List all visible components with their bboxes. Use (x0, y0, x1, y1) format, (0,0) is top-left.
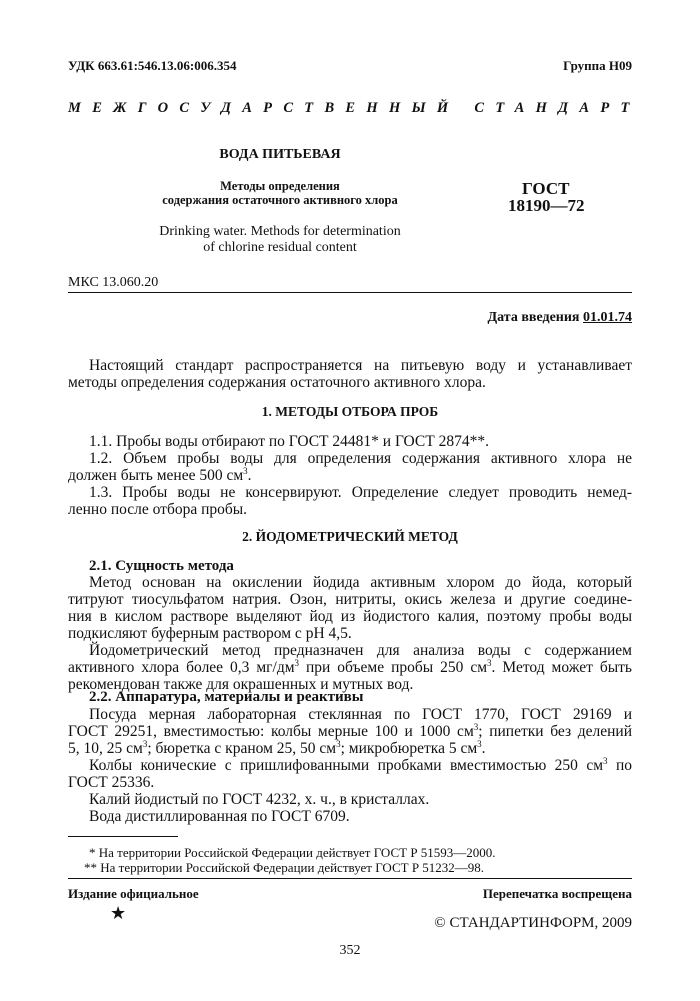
star-icon: ★ (110, 903, 127, 923)
copyright-notice: © СТАНДАРТИНФОРМ, 2009 (434, 915, 632, 931)
text-line: 1.1. Пробы воды отбирают по ГОСТ 24481* и ГОСТ 2874**. (89, 433, 489, 450)
footnote-2: ** На территории Российской Федерации действует ГОСТ Р 51232—98. (84, 860, 485, 875)
mks-code: МКС 13.060.20 (68, 275, 159, 290)
standard-banner: МЕЖГОСУДАРСТВЕННЫЙ СТАНДАРТ (68, 100, 641, 116)
text-line: Колбы конические с пришлифованными пробками вместимостью 250 $см^3$ по (89, 755, 632, 774)
text-line: ленно после отбора пробы. (68, 501, 248, 518)
paragraph-2-2-glassware (68, 706, 632, 757)
text-line: рекомендован также для окрашенных и мутных вод. (68, 676, 414, 693)
text-line: подкисляют буферным раствором с pH 4,5. (68, 625, 352, 642)
udk-code: УДК 663.61:546.13.06:006.354 (68, 58, 237, 73)
text-line: Йодометрический метод предназначен для анализа воды с содержанием (89, 642, 632, 659)
paragraph-2-1-scope (68, 642, 632, 693)
subsection-2-1-title: 2.1. Сущность метода (89, 558, 234, 574)
footer-rule (68, 878, 632, 879)
text-line: Посуда мерная лабораторная стеклянная по ГОСТ 1770, ГОСТ 29169 и (89, 706, 632, 723)
effective-date-label: Дата введения (487, 310, 583, 325)
paragraph-2-2-water (68, 808, 632, 825)
paragraph-2-2-potassium (68, 791, 632, 808)
effective-date (488, 310, 632, 326)
paragraph-2-1-method (68, 574, 632, 642)
official-edition-label: Издание официальное (68, 886, 199, 901)
text-line: Вода дистиллированная по ГОСТ 6709. (89, 808, 350, 825)
reprint-forbidden-label: Перепечатка воспрещена (482, 886, 632, 901)
effective-date-value: 01.01.74 (583, 310, 632, 325)
page-number: 352 (339, 943, 361, 958)
gost-number: 18190—72 (508, 196, 585, 215)
text-line: 1.3. Пробы воды не консервируют. Определение следует проводить немед- (89, 484, 632, 501)
clause-1-1 (68, 433, 632, 450)
gost-label: ГОСТ (522, 179, 570, 198)
section-1-title: 1. МЕТОДЫ ОТБОРА ПРОБ (261, 404, 439, 419)
footnote-rule (68, 836, 178, 837)
text-line: ГОСТ 25336. (68, 774, 155, 791)
subtitle-en-line-1: Drinking water. Methods for determination (159, 224, 401, 239)
subsection-2-2-title: 2.2. Аппаратура, материалы и реактивы (89, 689, 364, 705)
text-line: Калий йодистый по ГОСТ 4232, х. ч., в кристаллах. (89, 791, 430, 808)
section-2-title: 2. ЙОДОМЕТРИЧЕСКИЙ МЕТОД (242, 529, 458, 544)
text-line: 1.2. Объем пробы воды для определения содержания активного хлора не (89, 450, 632, 467)
intro-paragraph (68, 357, 632, 391)
text-line: Настоящий стандарт распространяется на питьевую воду и устанавливает (89, 357, 632, 374)
text-line: ГОСТ 29251, вместимостью: колбы мерные 100 и 1000 $см^3$; пипетки без делений (68, 721, 632, 740)
text-line: Метод основан на окислении йодида активным хлором до йода, который (89, 574, 632, 591)
subtitle-ru-line-2: содержания остаточного активного хлора (162, 193, 398, 207)
document-title: ВОДА ПИТЬЕВАЯ (219, 147, 341, 162)
text-line: активного хлора более 0,3 $мг/дм^3$ при объеме пробы 250 $см^3$. Метод может быть (68, 657, 632, 676)
clause-1-3 (68, 484, 632, 518)
paragraph-2-2-flasks (68, 757, 632, 791)
text-line: титруют тиосульфатом натрия. Озон, нитриты, окись железа и другие соедине- (68, 591, 632, 608)
subtitle-ru-line-1: Методы определения (220, 179, 340, 193)
text-line: должен быть менее 500 $см^3$. (68, 465, 252, 484)
text-line: 5, 10, 25 $см^3$; бюретка с краном 25, 50 $см^3$; микробюретка 5 $см^3$. (68, 738, 486, 757)
group-code: Группа Н09 (563, 58, 632, 73)
header-rule (68, 292, 632, 293)
clause-1-2 (68, 450, 632, 484)
text-line: методы определения содержания остаточного активного хлора. (68, 374, 486, 391)
text-line: ния в кислом растворе выделяют йод из йодистого калия, поэтому пробы воды (68, 608, 632, 625)
footnote-1: * На территории Российской Федерации действует ГОСТ Р 51593—2000. (89, 845, 496, 860)
subtitle-en-line-2: of chlorine residual content (203, 240, 357, 255)
